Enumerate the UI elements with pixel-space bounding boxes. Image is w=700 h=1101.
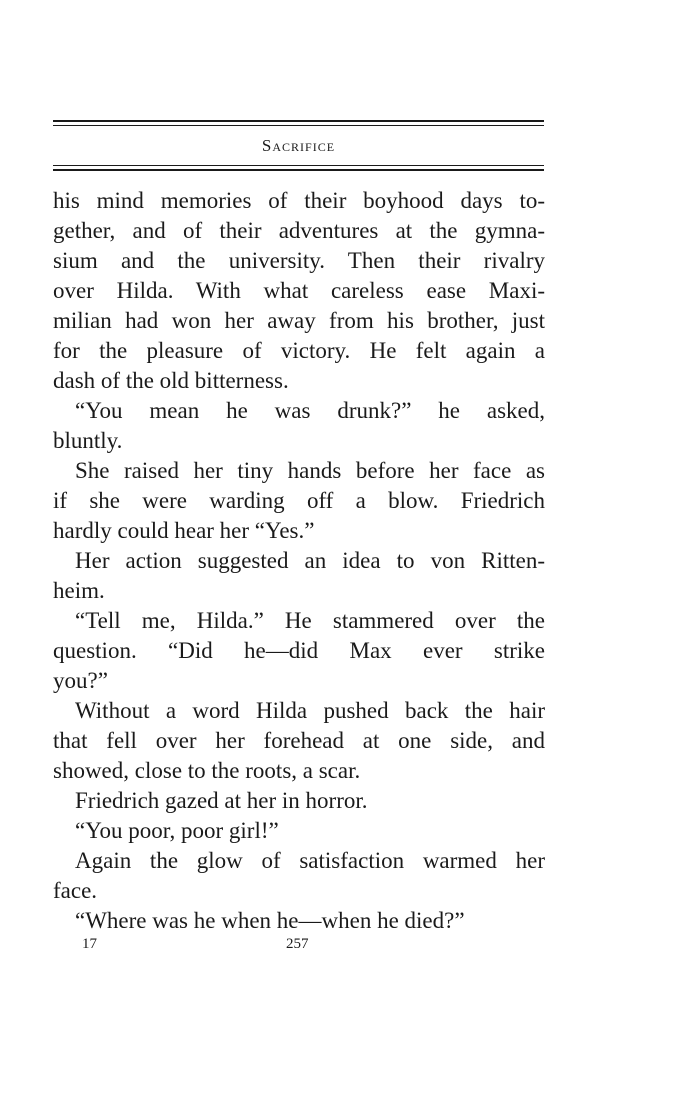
text-line: “Where was he when he—when he died?” [75,908,465,933]
signature-mark: 17 [82,936,97,952]
text-line: for the pleasure of victory. He felt again a [53,338,545,363]
text-line: sium and the university. Then their rivalry [53,248,545,273]
text-line: She raised her tiny hands before her face as [75,458,545,483]
text-line: question. “Did he—did Max ever strike [53,638,545,663]
text-line: “You mean he was drunk?” he asked, [75,398,545,423]
text-line: hardly could hear her “Yes.” [53,518,315,543]
text-line: you?” [53,668,108,693]
header-rule-bottom [53,169,544,171]
text-line: “Tell me, Hilda.” He stammered over the [75,608,545,633]
text-line: Her action suggested an idea to von Ritten- [75,548,545,573]
text-line: face. [53,878,98,903]
text-line: dash of the old bitterness. [53,368,289,393]
text-line: milian had won her away from his brother, just [53,308,545,333]
text-line: gether, and of their adventures at the gymna- [53,218,545,243]
text-line: Friedrich gazed at her in horror. [75,788,368,813]
running-head: Sacrifice [261,136,336,155]
header-rule-top-thin [53,125,544,126]
text-line: over Hilda. With what careless ease Maxi- [53,278,545,303]
page-footer [53,936,544,960]
body-text [53,186,545,936]
text-line: bluntly. [53,428,123,453]
text-line: “You poor, poor girl!” [75,818,279,843]
text-line: that fell over her forehead at one side, and [53,728,545,753]
text-line: his mind memories of their boyhood days to- [53,188,545,213]
header-rule-top [53,120,544,122]
text-line: Again the glow of satisfaction warmed her [75,848,545,873]
text-line: if she were warding off a blow. Friedrich [53,488,545,513]
text-line: Without a word Hilda pushed back the hair [75,698,545,723]
header-rule-bottom-thin [53,165,544,166]
text-line: heim. [53,578,105,603]
page-number: 257 [286,936,309,952]
text-line: showed, close to the roots, a scar. [53,758,361,783]
